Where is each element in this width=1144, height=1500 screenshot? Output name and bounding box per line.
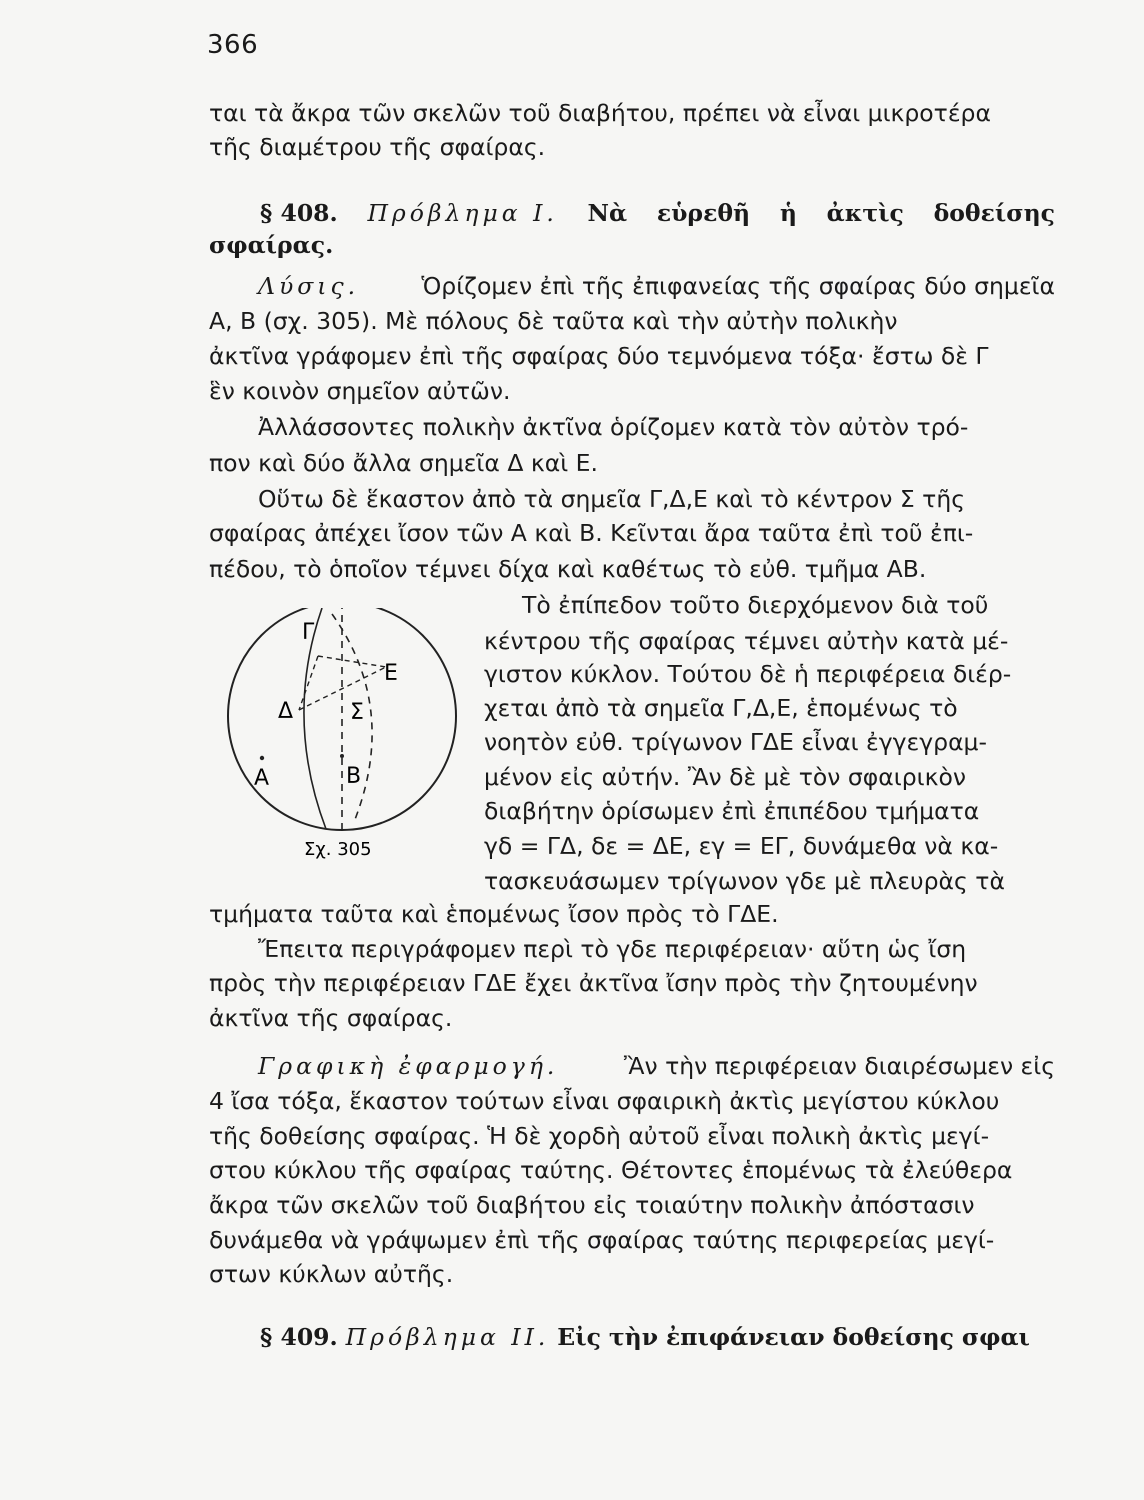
page-number: 366 bbox=[207, 30, 259, 60]
text-line: σφαίρας ἀπέχει ἴσον τῶν Α καὶ Β. Κεῖνται ἄρα ταῦτα ἐπὶ τοῦ ἐπι- bbox=[209, 519, 974, 547]
text-line: ἀκτῖνα γράφομεν ἐπὶ τῆς σφαίρας δύο τεμνόμενα τόξα· ἔστω δὲ Γ bbox=[209, 342, 989, 370]
section-heading-408: § 408. Πρόβλημα Ι. Νὰ εὑρεθῆ ἡ ἀκτὶς δοθείσης bbox=[260, 199, 1055, 227]
text-line: πρὸς τὴν περιφέρειαν ΓΔΕ ἔχει ἀκτῖνα ἴσην πρὸς τὴν ζητουμένην bbox=[209, 969, 978, 997]
text-line: τμήματα ταῦτα καὶ ἑπομένως ἴσον πρὸς τὸ ΓΔΕ. bbox=[209, 900, 779, 928]
point-a bbox=[260, 756, 264, 760]
text-line: κέντρου τῆς σφαίρας τέμνει αὐτὴν κατὰ μέ- bbox=[484, 627, 1009, 655]
text-line: μένον εἰς αὐτήν. Ἂν δὲ μὲ τὸν σφαιρικὸν bbox=[484, 763, 966, 791]
text-line: Γραφικὴ ἐφαρμογή. Ἂν τὴν περιφέρειαν διαιρέσωμεν εἰς bbox=[258, 1052, 1055, 1080]
section-heading-409: § 409. Πρόβλημα ΙΙ. Εἰς τὴν ἐπιφάνειαν δοθείσης σφαι bbox=[260, 1323, 1030, 1351]
text-line: ἀκτῖνα τῆς σφαίρας. bbox=[209, 1004, 453, 1032]
label-epsilon: Ε bbox=[384, 661, 398, 686]
figure-305 bbox=[214, 608, 470, 868]
text-line: πον καὶ δύο ἄλλα σημεῖα Δ καὶ Ε. bbox=[209, 449, 598, 477]
text-line: γδ = ΓΔ, δε = ΔΕ, εγ = ΕΓ, δυνάμεθα νὰ κα- bbox=[484, 832, 999, 860]
section-heading-408-cont: σφαίρας. bbox=[209, 231, 334, 259]
text-line: Οὕτω δὲ ἕκαστον ἀπὸ τὰ σημεῖα Γ,Δ,Ε καὶ τὸ κέντρον Σ τῆς bbox=[258, 485, 966, 513]
label-delta: Δ bbox=[278, 699, 294, 724]
text-line: Ἀλλάσσοντες πολικὴν ἀκτῖνα ὁρίζομεν κατὰ τὸν αὐτὸν τρό- bbox=[258, 413, 969, 441]
text-line: δυνάμεθα νὰ γράψωμεν ἐπὶ τῆς σφαίρας ταύτης περιφερείας μεγί- bbox=[209, 1226, 995, 1254]
text-line: στων κύκλων αὐτῆς. bbox=[209, 1260, 454, 1288]
text-line: Α, Β (σχ. 305). Μὲ πόλους δὲ ταῦτα καὶ τὴν αὐτὴν πολικὴν bbox=[209, 307, 898, 335]
label-beta: Β bbox=[346, 764, 362, 789]
text-line: ἓν κοινὸν σημεῖον αὐτῶν. bbox=[209, 377, 511, 405]
text-line: Ἔπειτα περιγράφομεν περὶ τὸ γδε περιφέρειαν· αὕτη ὡς ἴση bbox=[258, 935, 967, 963]
text-line: πέδου, τὸ ὁποῖον τέμνει δίχα καὶ καθέτως τὸ εὐθ. τμῆμα ΑΒ. bbox=[209, 555, 927, 583]
text-line: τῆς δοθείσης σφαίρας. Ἡ δὲ χορδὴ αὐτοῦ εἶναι πολικὴ ἀκτὶς μεγί- bbox=[209, 1122, 990, 1150]
text-line: τῆς διαμέτρου τῆς σφαίρας. bbox=[209, 133, 546, 161]
text-line: χεται ἀπὸ τὰ σημεῖα Γ,Δ,Ε, ἑπομένως τὸ bbox=[484, 694, 958, 722]
figure-caption: Σχ. 305 bbox=[304, 839, 372, 860]
label-gamma: Γ bbox=[302, 620, 315, 645]
label-sigma: Σ bbox=[350, 700, 364, 725]
sphere-diagram bbox=[214, 608, 470, 868]
text-line: διαβήτην ὁρίσωμεν ἐπὶ ἐπιπέδου τμήματα bbox=[484, 797, 980, 825]
text-line: νοητὸν εὐθ. τρίγωνον ΓΔΕ εἶναι ἐγγεγραμ- bbox=[484, 728, 987, 756]
text-line: ται τὰ ἄκρα τῶν σκελῶν τοῦ διαβήτου, πρέπει νὰ εἶναι μικροτέρα bbox=[209, 99, 991, 127]
text-line: γιστον κύκλον. Τούτου δὲ ἡ περιφέρεια διέρ- bbox=[484, 660, 1012, 688]
label-alpha: Α bbox=[254, 766, 270, 791]
text-line: τασκευάσωμεν τρίγωνον γδε μὲ πλευρὰς τὰ bbox=[484, 867, 1005, 895]
text-line: 4 ἴσα τόξα, ἕκαστον τούτων εἶναι σφαιρικὴ ἀκτὶς μεγίστου κύκλου bbox=[209, 1087, 1000, 1115]
text-line: Τὸ ἐπίπεδον τοῦτο διερχόμενον διὰ τοῦ bbox=[522, 591, 989, 619]
text-line: στου κύκλου τῆς σφαίρας ταύτης. Θέτοντες ἑπομένως τὰ ἐλεύθερα bbox=[209, 1156, 1013, 1184]
text-line: ἄκρα τῶν σκελῶν τοῦ διαβήτου εἰς τοιαύτην πολικὴν ἀπόστασιν bbox=[209, 1191, 975, 1219]
text-line: Λύσις. Ὁρίζομεν ἐπὶ τῆς ἐπιφανείας τῆς σφαίρας δύο σημεῖα bbox=[258, 272, 1055, 300]
point-b bbox=[340, 754, 344, 758]
